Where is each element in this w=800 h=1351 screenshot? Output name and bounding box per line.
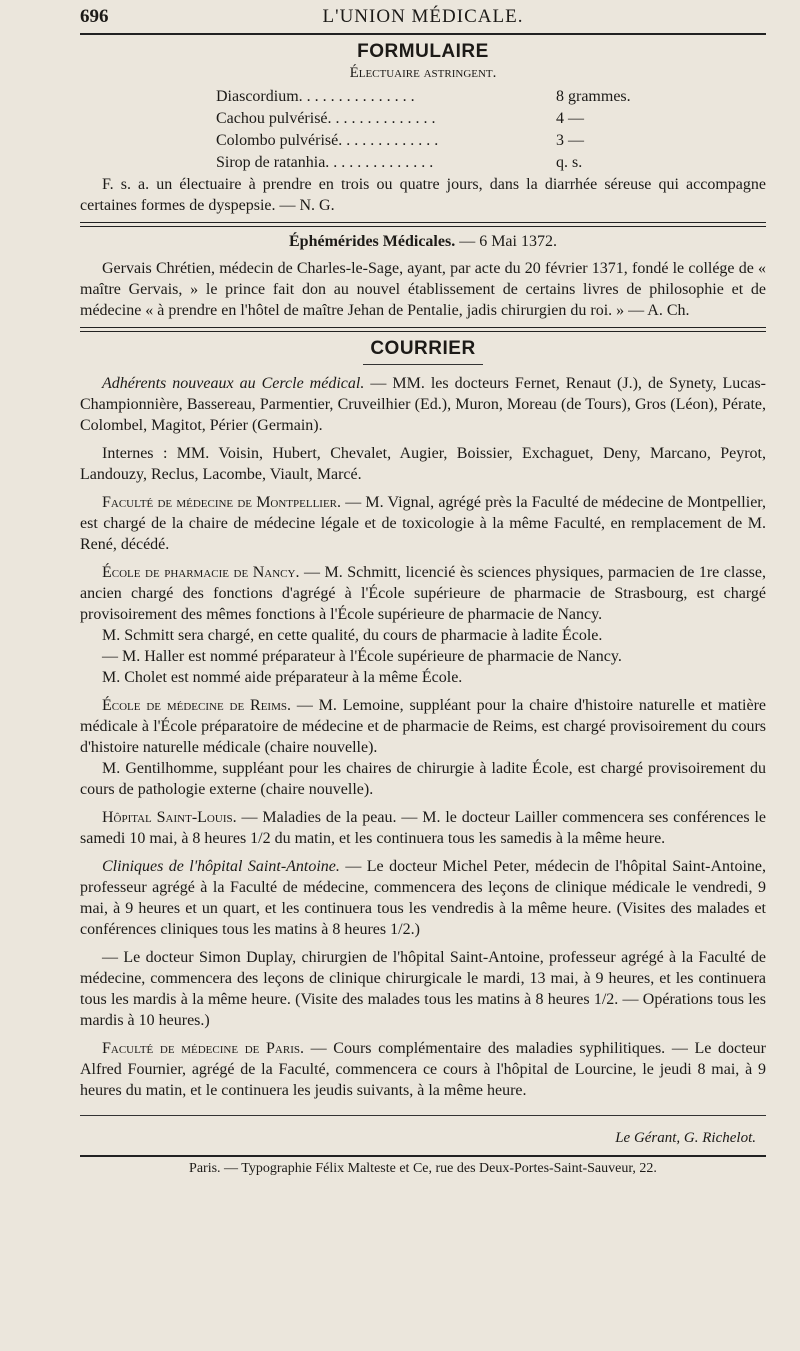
courrier-paragraph (80, 625, 766, 646)
section-divider (80, 327, 766, 332)
formulaire-instructions: F. s. a. un électuaire à prendre en trois ou quatre jours, dans la diarrhée séreuse qui accompagne certaines formes de dyspepsie. — N. G. (80, 176, 766, 214)
ingredient-row (216, 152, 636, 174)
journal-title: L'UNION MÉDICALE. (322, 6, 524, 27)
ingredient-dose: 8 grammes. (556, 88, 631, 105)
formulaire-subheading: Électuaire astringent. (349, 65, 497, 81)
paragraph-text: — Le docteur Michel Peter, médecin de l'hôpital Saint-Antoine, professeur agrégé à la Faculté de médecine, commencera des leçons de clinique médicale le vendredi, 9 mai, à 9 heures et un quart, et les continuera tous les vendredis à la même heure. (Visites des malades et conférences cliniques tous les matins à 8 heures 1/2.) (80, 858, 767, 938)
ephemerides-title: Éphémérides Médicales. (289, 233, 456, 250)
paragraph-text: — Cours complémentaire des maladies syphilitiques. — Le docteur Alfred Fournier, agrégé de la Faculté, commencera ce cours à l'hôpital de Lourcine, le jeudi 8 mai, à 9 heures du matin, et le continuera les jeudis suivants, à la même heure. (80, 1040, 766, 1099)
ingredient-row (216, 86, 636, 108)
paragraph-text: Internes : MM. Voisin, Hubert, Chevalet, Augier, Boissier, Exchaguet, Deny, Marcano, Peyrot, Landouzy, Reclus, Lacombe, Viault, Marcé. (80, 445, 766, 483)
ingredient-row (216, 108, 636, 130)
paragraph-text: — M. Schmitt, licencié ès sciences physiques, parmacien de 1re classe, ancien chargé des fonctions d'agrégé à l'École supérieure de pharmacie de Strasbourg, est chargé provisoirement des mêmes fonctions à l'École supérieure de pharmacie de Nancy. (80, 564, 767, 623)
courrier-heading: COURRIER (370, 338, 476, 359)
page-number: 696 (80, 6, 109, 27)
courrier-paragraph (80, 807, 766, 849)
imprint-rule (80, 1155, 766, 1157)
paragraph-text: — M. Haller est nommé préparateur à l'École supérieure de pharmacie de Nancy. (102, 648, 622, 665)
paragraph-text: M. Schmitt sera chargé, en cette qualité, du cours de pharmacie à ladite École. (102, 627, 603, 644)
courrier-rule (363, 364, 483, 365)
ephemerides-date: — 6 Mai 1372. (459, 233, 557, 250)
courrier-paragraph (80, 492, 766, 555)
paragraph-lead: École de pharmacie de Nancy. (102, 564, 300, 581)
paragraph-text: — M. Lemoine, suppléant pour la chaire d'histoire naturelle et matière médicale à l'École préparatoire de médecine et de pharmacie de Reims, est chargé provisoirement du cours d'histoire naturelle médicale (chaire nouvelle). (80, 697, 766, 756)
paragraph-lead: École de médecine de Reims. (102, 697, 291, 714)
signature-text: Le Gérant, G. Richelot. (615, 1130, 756, 1146)
paragraph-text: — MM. les docteurs Fernet, Renaut (J.), de Synety, Lucas-Championnière, Bassereau, Parmentier, Cruveilhier (Ed.), Muron, Moreau (de Tours), Gros (Léon), Pérate, Colombel, Magitot, Périer (Germain). (80, 375, 767, 434)
paragraph-lead: Faculté de médecine de Montpellier. (102, 494, 342, 511)
courrier-paragraph (80, 758, 766, 800)
ingredient-name: Colombo pulvérisé. . . . . . . . . . . . . (216, 132, 439, 149)
courrier-paragraph (80, 1038, 766, 1101)
running-head (80, 0, 766, 30)
ingredient-name: Cachou pulvérisé. . . . . . . . . . . . . . (216, 110, 436, 127)
paragraph-lead: Faculté de médecine de Paris. (102, 1040, 304, 1057)
signature (80, 1130, 756, 1147)
footer-rule (80, 1115, 766, 1116)
ingredient-name: Sirop de ratanhia. . . . . . . . . . . . . . (216, 154, 434, 171)
courrier-paragraph (80, 443, 766, 485)
paragraph-lead: Adhérents nouveaux au Cercle médical. (102, 375, 365, 392)
paragraph-text: M. Gentilhomme, suppléant pour les chaires de chirurgie à ladite École, est chargé provisoirement du cours de pathologie externe (chaire nouvelle). (80, 760, 766, 798)
paragraph-text: — Le docteur Simon Duplay, chirurgien de l'hôpital Saint-Antoine, professeur agrégé à la Faculté de médecine, commencera des leçons de clinique chirurgicale le mardi, 13 mai, à 9 heures, et les continuera tous les mardis à la même heure. (Visite des malades tous les matins à 8 heures 1/2. — Opérations tous les mardis à 10 heures.) (80, 949, 766, 1029)
paragraph-text: — M. Vignal, agrégé près la Faculté de médecine de Montpellier, est chargé de la chaire de médecine légale et de toxicologie à la même Faculté, en remplacement de M. René, décédé. (80, 494, 766, 553)
courrier-paragraph (80, 695, 766, 758)
ingredient-dose: q. s. (556, 154, 583, 171)
section-divider (80, 222, 766, 227)
ephemerides-heading (80, 233, 766, 251)
paragraph-lead: Hôpital Saint-Louis. (102, 809, 237, 826)
ingredient-name: Diascordium. . . . . . . . . . . . . . . (216, 88, 415, 105)
formulaire-heading: FORMULAIRE (357, 41, 489, 62)
paragraph-lead: Cliniques de l'hôpital Saint-Antoine. (102, 858, 340, 875)
ingredient-list (216, 86, 636, 174)
paragraph-text: M. Cholet est nommé aide préparateur à la même École. (102, 669, 463, 686)
ingredient-dose: 4 — (556, 110, 584, 127)
ingredient-row (216, 130, 636, 152)
courrier-paragraph (80, 646, 766, 667)
imprint: Paris. — Typographie Félix Malteste et Ce, rue des Deux-Portes-Saint-Sauveur, 22. (189, 1161, 657, 1176)
courrier-paragraph (80, 373, 766, 436)
courrier-paragraph (80, 667, 766, 688)
header-rule (80, 33, 766, 35)
ingredient-dose: 3 — (556, 132, 584, 149)
courrier-paragraph (80, 947, 766, 1031)
ephemerides-text: Gervais Chrétien, médecin de Charles-le-Sage, ayant, par acte du 20 février 1371, fondé le collége de « maître Gervais, » le prince fait don au nouvel établissement de certains livres de philosophie et de médecine « à prendre en l'hôtel de maître Jehan de Pentalie, jadis chirurgien du roi. » — A. Ch. (80, 260, 766, 319)
paragraph-text: — Maladies de la peau. — M. le docteur Lailler commencera ses conférences le samedi 10 mai, à 8 heures 1/2 du matin, et les continuera tous les samedis à la même heure. (80, 809, 766, 847)
courrier-paragraph (80, 562, 766, 625)
courrier-paragraph (80, 856, 766, 940)
